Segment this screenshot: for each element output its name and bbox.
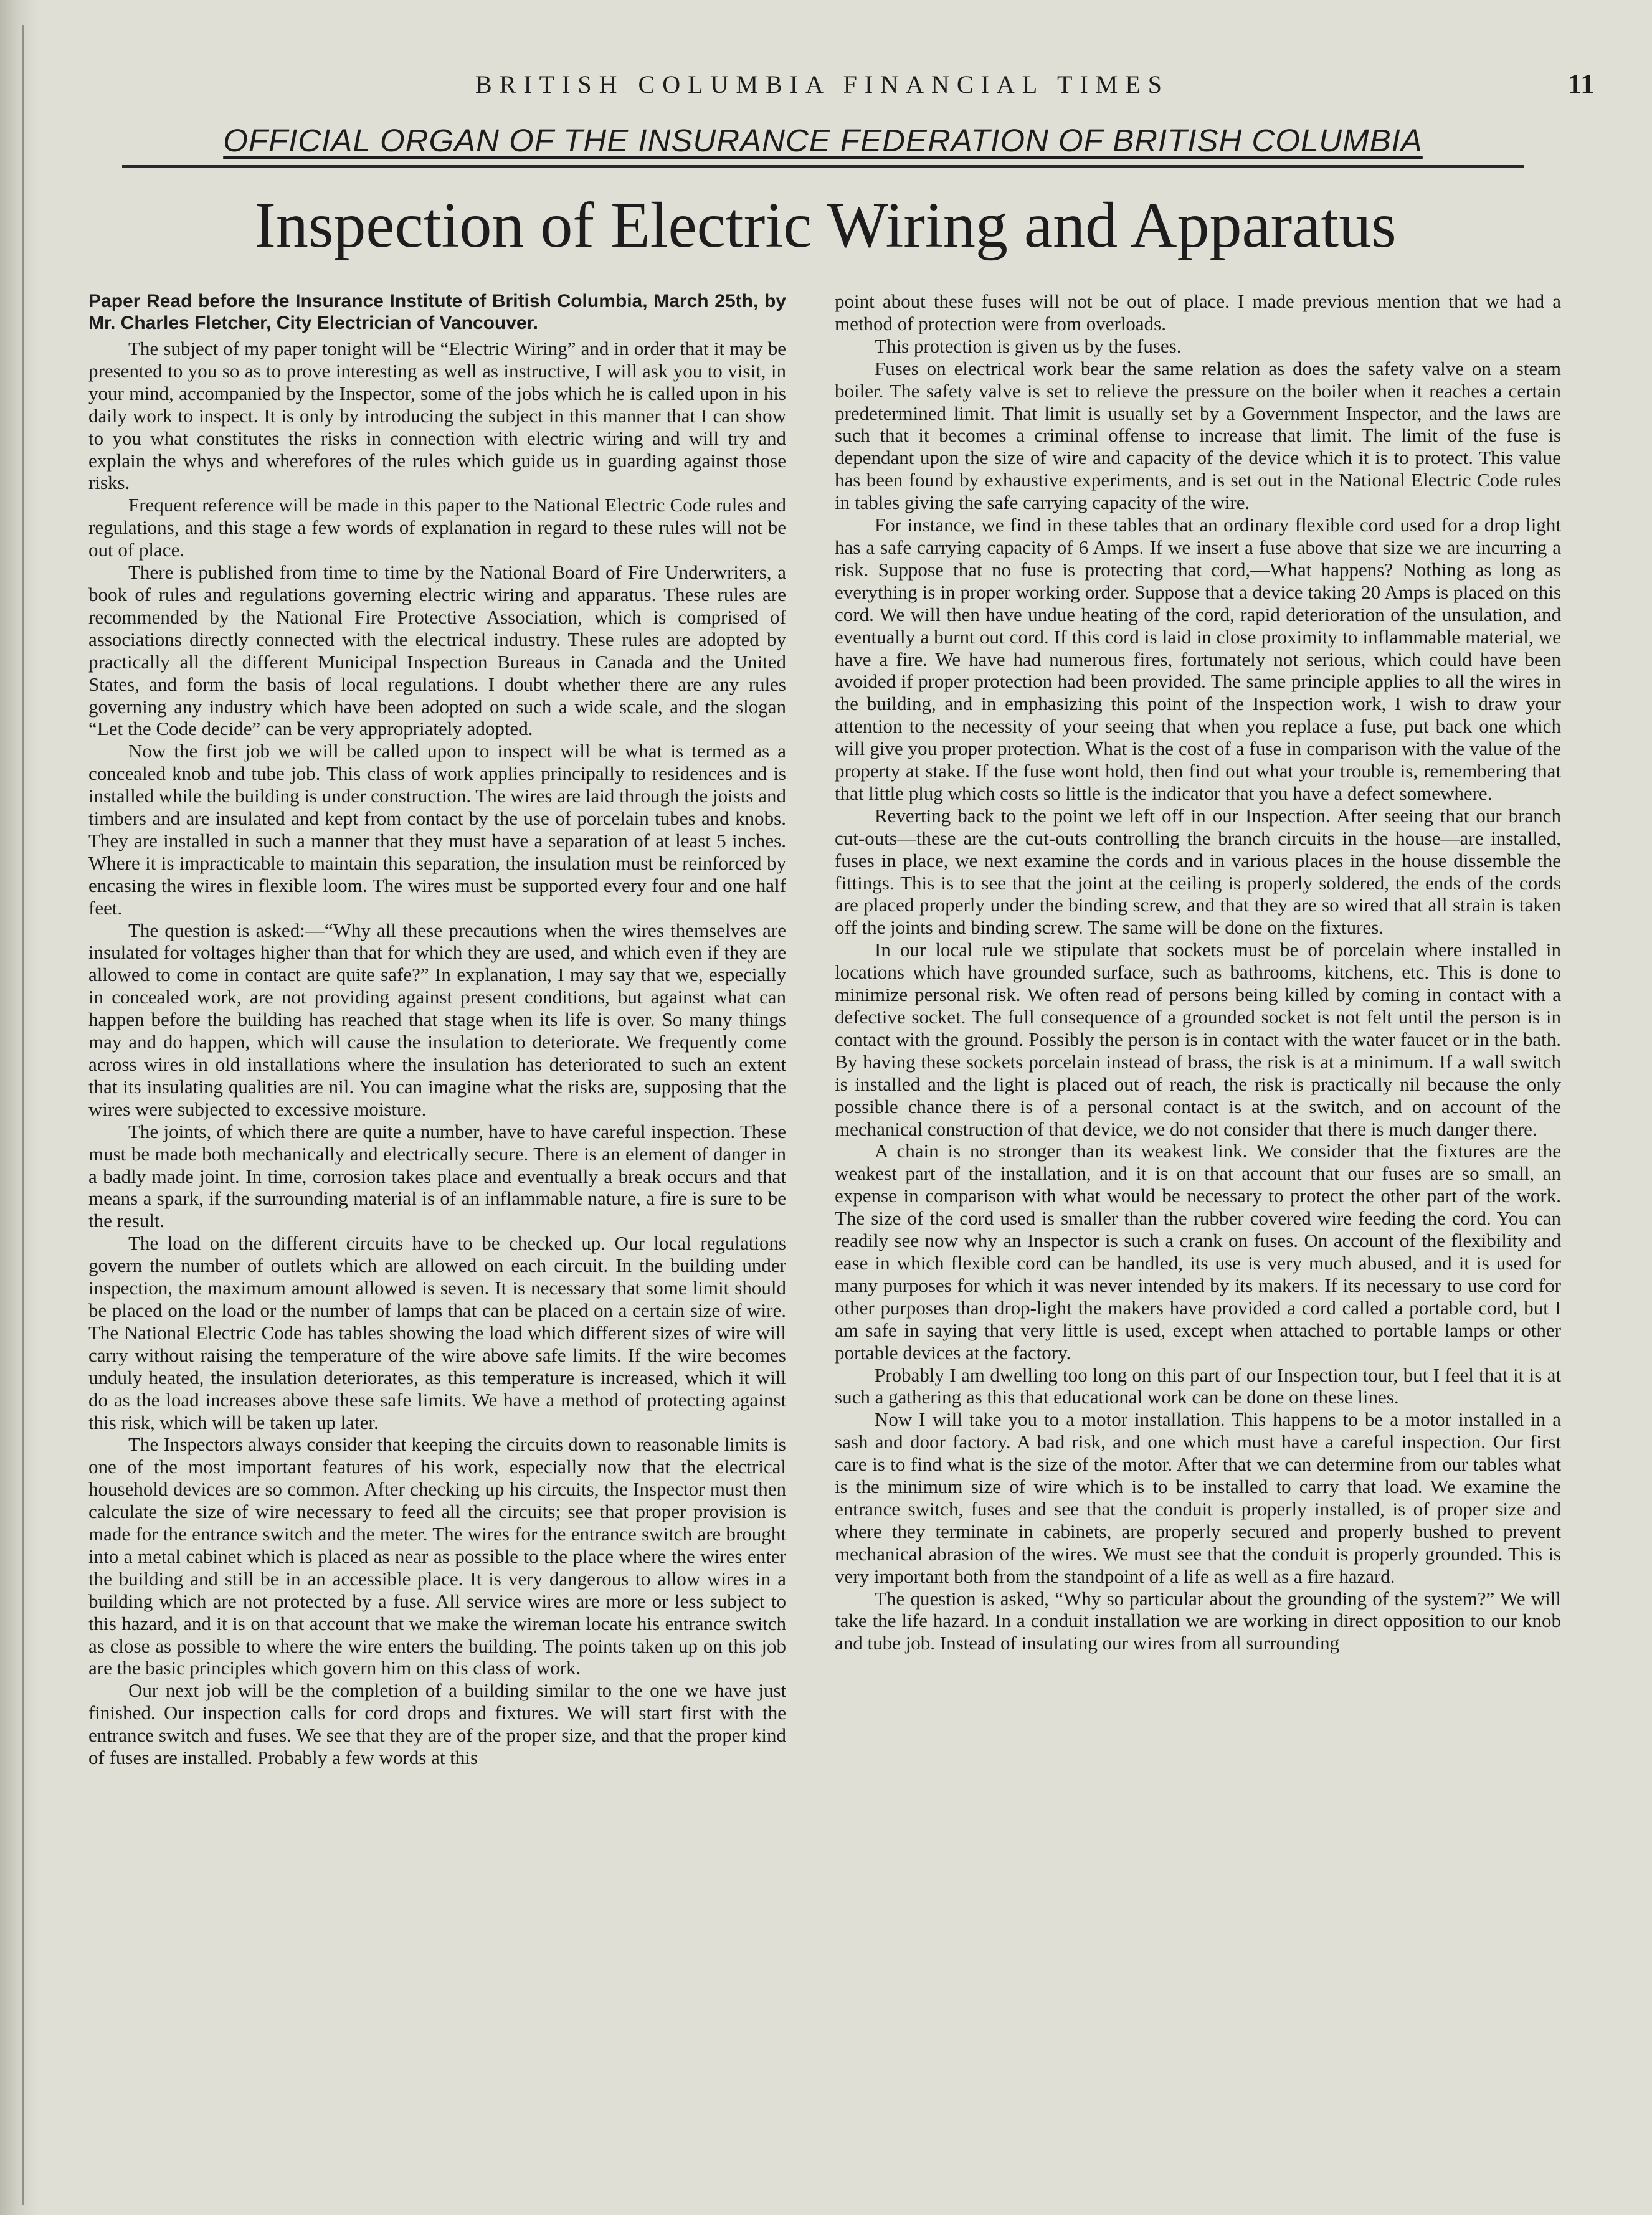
- paragraph: There is published from time to time by the National Board of Fire Underwriters, a book of rules and regulations governing electric wiring and apparatus. These rules are recommended by the National Fire Protective Association, which is comprised of associations directly connected with the electrical industry. These rules are adopted by practically all the different Municipal Inspection Bureaus in Canada and the United States, and form the basis of local regulations. I doubt whether there are any rules governing any industry which have been adopted on such a wide scale, and the slogan “Let the Code decide” can be very appropriately adopted.: [88, 561, 786, 740]
- header-rule: [122, 165, 1524, 168]
- article-headline: Inspection of Electric Wiring and Apparatus: [254, 189, 1397, 261]
- article-byline: Paper Read before the Insurance Institute of British Columbia, March 25th, by Mr. Charles Fletcher, City Electrician of Vancouver.: [88, 291, 786, 333]
- paragraph: The subject of my paper tonight will be “Electric Wiring” and in order that it may be presented to you so as to prove interesting as well as instructive, I will ask you to visit, in your mind, accompanied by the Inspector, some of the jobs which he is called upon in his daily work to inspect. It is only by introducing the subject in this manner that I can show to you what constitutes the risks in connection with electric wiring and will try and explain the whys and wherefores of the rules which guide us in guarding against those risks.: [88, 338, 786, 494]
- paragraph: For instance, we find in these tables that an ordinary flexible cord used for a drop light has a safe carrying capacity of 6 Amps. If we insert a fuse above that size we are incurring a risk. Suppose that no fuse is protecting that cord,—What happens? Nothing as long as everything is in proper working order. Suppose that a device taking 20 Amps is placed on this cord. We will then have undue heating of the cord, rapid deterioration of the unsulation, and eventually a burnt out cord. If this cord is laid in close proximity to inflammable material, we have a fire. We have had numerous fires, fortunately not serious, which could have been avoided if proper protection had been provided. The same principle applies to all the wires in the building, and in emphasizing this point of the Inspection work, I wish to draw your attention to the necessity of your seeing that when you replace a fuse, put back one which will give you proper protection. What is the cost of a fuse in comparison with the value of the property at stake. If the fuse wont hold, then find out what your trouble is, remembering that that little plug which costs so little is the indicator that you have a defect somewhere.: [835, 514, 1561, 804]
- paragraph: The question is asked:—“Why all these precautions when the wires themselves are insulated for voltages higher than that for which they are used, and which even if they are allowed to come in contact are quite safe?” In explanation, I may say that we, especially in concealed work, are not providing against present conditions, but against what can happen before the building has reached that stage when its life is over. So many things may and do happen, which will cause the insulation to deteriorate. We frequently come across wires in old installations where the insulation has deteriorated to such an extent that its insulating qualities are nil. You can imagine what the risks are, supposing that the wires were subjected to excessive moisture.: [88, 919, 786, 1120]
- paragraph: Probably I am dwelling too long on this part of our Inspection tour, but I feel that it is at such a gathering as this that educational work can be done on these lines.: [835, 1364, 1561, 1408]
- right-column: [835, 290, 1561, 1654]
- paragraph: Frequent reference will be made in this paper to the National Electric Code rules and regulations, and this stage a few words of explanation in regard to these rules will not be out of place.: [88, 494, 786, 561]
- paragraph: A chain is no stronger than its weakest link. We consider that the fixtures are the weakest part of the installation, and it is on that account that our fuses are so small, an expense in comparison with what would be necessary to protect the other part of the work. The size of the cord used is smaller than the rubber covered wire feeding the cord. You can readily see now why an Inspector is such a crank on fuses. On account of the flexibility and ease in which flexible cord can be handled, its use is very much abused, and it is used for many purposes for which it was never intended by its makers. If its necessary to use cord for other purposes than drop-light the makers have provided a cord called a portable cord, but I am safe in saying that very little is used, except when attached to portable lamps or other portable devices at the factory.: [835, 1140, 1561, 1364]
- paragraph: This protection is given us by the fuses.: [875, 334, 1182, 357]
- paragraph: The joints, of which there are quite a number, have to have careful inspection. These must be made both mechanically and electrically secure. There is an element of danger in a badly made joint. In time, corrosion takes place and eventually a break occurs and that means a spark, if the surrounding material is of an inflammable nature, a fire is sure to be the result.: [88, 1120, 786, 1232]
- paragraph: Reverting back to the point we left off in our Inspection. After seeing that our branch cut-outs—these are the cut-outs controlling the branch circuits in the house—are installed, fuses in place, we next examine the cords and in various places in the house dissemble the fittings. This is to see that the joint at the ceiling is properly soldered, the ends of the cords are placed properly under the binding screw, and that they are so wired that all strain is taken off the joints and binding screw. The same will be done on the fixtures.: [835, 804, 1561, 939]
- paragraph: Now the first job we will be called upon to inspect will be what is termed as a concealed knob and tube job. This class of work applies principally to residences and is installed while the building is under construction. The wires are laid through the joists and timbers and are insulated and kept from contact by the use of porcelain tubes and knobs. They are installed in such a manner that they must have a separation of at least 5 inches. Where it is impracticable to maintain this separation, the insulation must be reinforced by encasing the wires in flexible loom. The wires must be supported every four and one half feet.: [88, 740, 786, 919]
- left-column: [88, 290, 786, 1769]
- paragraph: Our next job will be the completion of a building similar to the one we have just finished. Our inspection calls for cord drops and fixtures. We will start first with the entrance switch and fuses. We see that they are of the proper size, and that the proper kind of fuses are installed. Probably a few words at this: [88, 1679, 786, 1769]
- paragraph: point about these fuses will not be out of place. I made previous mention that we had a method of protection were from overloads.: [835, 290, 1561, 334]
- paragraph: In our local rule we stipulate that sockets must be of porcelain where installed in locations which have grounded surface, such as bathrooms, kitchens, etc. This is done to minimize personal risk. We often read of persons being killed by coming in contact with a defective socket. The full consequence of a grounded socket is not felt until the person is in contact with the ground. Possibly the person is in contact with the water faucet or in the bath. By having these sockets porcelain instead of brass, the risk is at a minimum. If a wall switch is installed and the light is placed out of reach, the risk is practically nil because the only possible chance there is of a personal contact is at the switch, and on account of the mechanical construction of that device, we do not consider that there is much danger there.: [835, 939, 1561, 1140]
- paragraph: The load on the different circuits have to be checked up. Our local regulations govern the number of outlets which are allowed on each circuit. In the building under inspection, the maximum amount allowed is seven. It is necessary that some limit should be placed on the load or the number of lamps that can be placed on a certain size of wire. The National Electric Code has tables showing the load which different sizes of wire will carry without raising the temperature of the wire above safe limits. If the wire becomes unduly heated, the insulation deteriorates, as this temperature is increased, which it will do as the load increases above these safe limits. We have a method of protecting against this risk, which will be taken up later.: [88, 1232, 786, 1433]
- binding-gutter: [0, 0, 39, 2215]
- running-head: BRITISH COLUMBIA FINANCIAL TIMES: [475, 70, 1170, 98]
- paragraph: Fuses on electrical work bear the same relation as does the safety valve on a steam boiler. The safety valve is set to relieve the pressure on the boiler when it reaches a certain predetermined limit. That limit is usually set by a Government Inspector, and the laws are such that it becomes a criminal offense to increase that limit. The limit of the fuse is dependant upon the size of wire and capacity of the device which it is to protect. This value has been found by exhaustive experiments, and is set out in the National Electric Code rules in tables giving the safe carrying capacity of the wire.: [835, 357, 1561, 514]
- paragraph: The Inspectors always consider that keeping the circuits down to reasonable limits is one of the most important features of his work, especially now that the electrical household devices are so common. After checking up his circuits, the Inspector must then calculate the size of wire necessary to feed all the circuits; see that proper provision is made for the entrance switch and the meter. The wires for the entrance switch are brought into a metal cabinet which is placed as near as possible to the place where the wires enter the building and still be in an accessible place. It is very dangerous to allow wires in a building which are not protected by a fuse. All service wires are more or less subject to this hazard, and it is on that account that we make the wireman locate his entrance switch as close as possible to where the wire enters the building. The points taken up on this job are the basic principles which govern him on this class of work.: [88, 1433, 786, 1679]
- gutter-edge-line: [22, 25, 24, 2205]
- paragraph: Now I will take you to a motor installation. This happens to be a motor installed in a sash and door factory. A bad risk, and one which must have a careful inspection. Our first care is to find what is the size of the motor. After that we can determine from our tables what is the minimum size of wire which is to be installed to carry that load. We examine the entrance switch, fuses and see that the conduit is properly installed, is of proper size and where they terminate in cabinets, are properly secured and properly bushed to prevent mechanical abrasion of the wires. We must see that the conduit is properly grounded. This is very important both from the standpoint of a life as well as a fire hazard.: [835, 1408, 1561, 1587]
- page-number: 11: [1567, 68, 1595, 100]
- paragraph: The question is asked, “Why so particular about the grounding of the system?” We will take the life hazard. In a conduit installation we are working in direct opposition to our knob and tube job. Instead of insulating our wires from all surrounding: [835, 1587, 1561, 1654]
- official-organ-line: OFFICIAL ORGAN OF THE INSURANCE FEDERATION OF BRITISH COLUMBIA: [223, 123, 1423, 158]
